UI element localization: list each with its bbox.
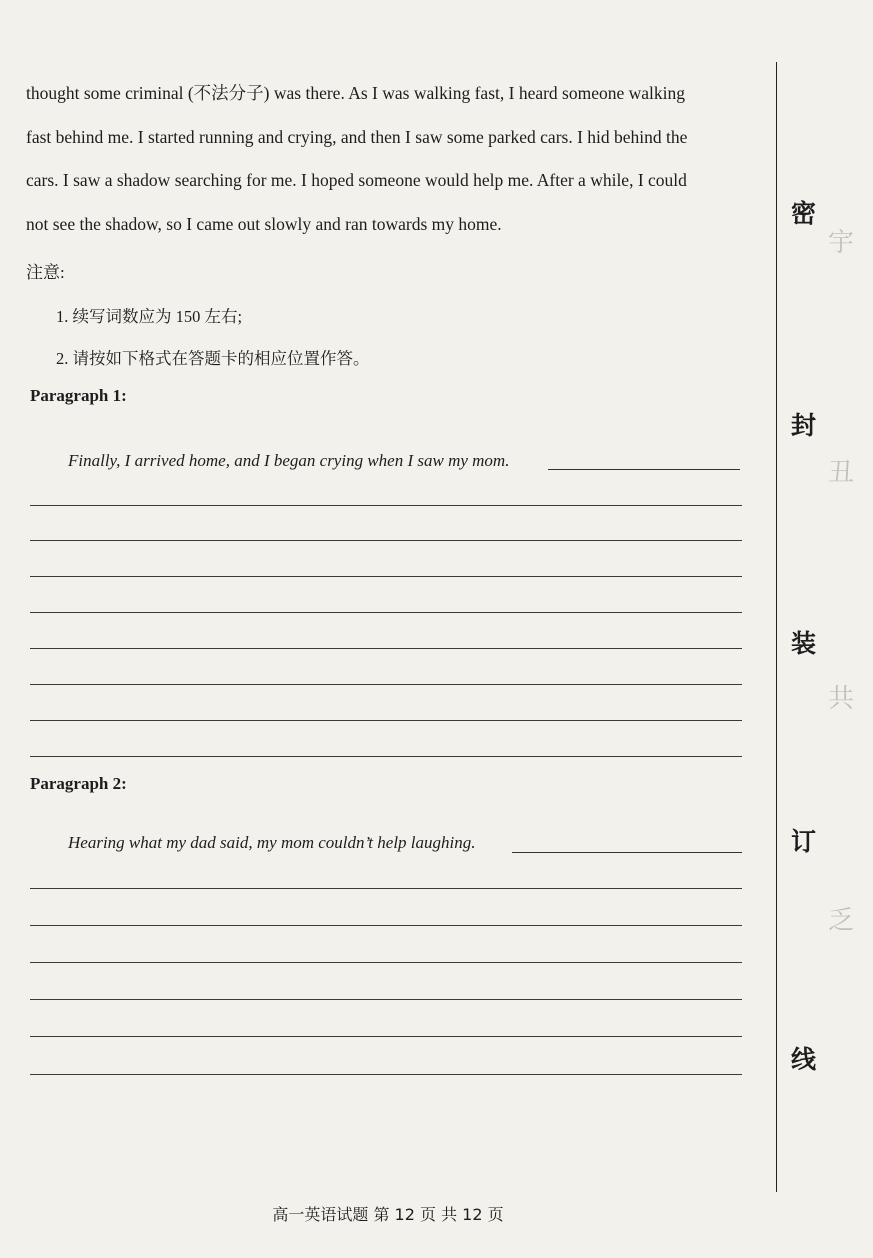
paragraph-2-label: Paragraph 2: — [30, 774, 127, 793]
answer-line[interactable] — [30, 1074, 742, 1075]
answer-line[interactable] — [30, 888, 742, 889]
answer-line[interactable] — [30, 756, 742, 757]
binding-char-mi: 密 — [791, 199, 817, 228]
answer-line[interactable] — [30, 720, 742, 721]
answer-line[interactable] — [30, 962, 742, 963]
paragraph-2-lead: Hearing what my dad said, my mom couldn’t help laughing. — [68, 833, 476, 852]
answer-line[interactable] — [30, 612, 742, 613]
paragraph-1-label: Paragraph 1: — [30, 386, 127, 405]
answer-line[interactable] — [30, 684, 742, 685]
story-passage — [26, 72, 756, 246]
paragraph-1-lead: Finally, I arrived home, and I began crying when I saw my mom. — [68, 451, 510, 470]
paragraph-1-lead-blank[interactable] — [548, 469, 740, 470]
answer-line[interactable] — [30, 540, 742, 541]
binding-char-xian: 线 — [791, 1045, 817, 1074]
note-item-1: 1. 续写词数应为 150 左右; — [56, 307, 243, 326]
paragraph-2-lead-blank[interactable] — [512, 852, 742, 853]
answer-line[interactable] — [30, 999, 742, 1000]
binding-margin-rule — [776, 62, 777, 1192]
bleed-through-char: 乏 — [828, 906, 855, 936]
passage-line: cars. I saw a shadow searching for me. I hoped someone would help me. After a while, I could — [26, 170, 687, 190]
binding-char-feng: 封 — [791, 411, 817, 440]
answer-line[interactable] — [30, 576, 742, 577]
bleed-through-char: 宇 — [828, 228, 855, 258]
answer-line[interactable] — [30, 505, 742, 506]
answer-line[interactable] — [30, 925, 742, 926]
passage-line: thought some criminal (不法分子) was there. As I was walking fast, I heard someone walking — [26, 83, 686, 103]
bleed-through-char: 共 — [828, 684, 855, 714]
answer-line[interactable] — [30, 648, 742, 649]
answer-line[interactable] — [30, 1036, 742, 1037]
notes-heading: 注意: — [26, 263, 65, 282]
passage-line: not see the shadow, so I came out slowly and ran towards my home. — [26, 213, 502, 234]
passage-line: fast behind me. I started running and crying, and then I saw some parked cars. I hid behind the — [26, 126, 688, 147]
bleed-through-char: 丑 — [828, 458, 855, 488]
binding-char-ding: 订 — [791, 827, 817, 856]
page-footer: 高一英语试题 第 12 页 共 12 页 — [272, 1205, 504, 1224]
binding-char-zhuang: 装 — [791, 629, 817, 658]
note-item-2: 2. 请按如下格式在答题卡的相应位置作答。 — [56, 349, 370, 368]
